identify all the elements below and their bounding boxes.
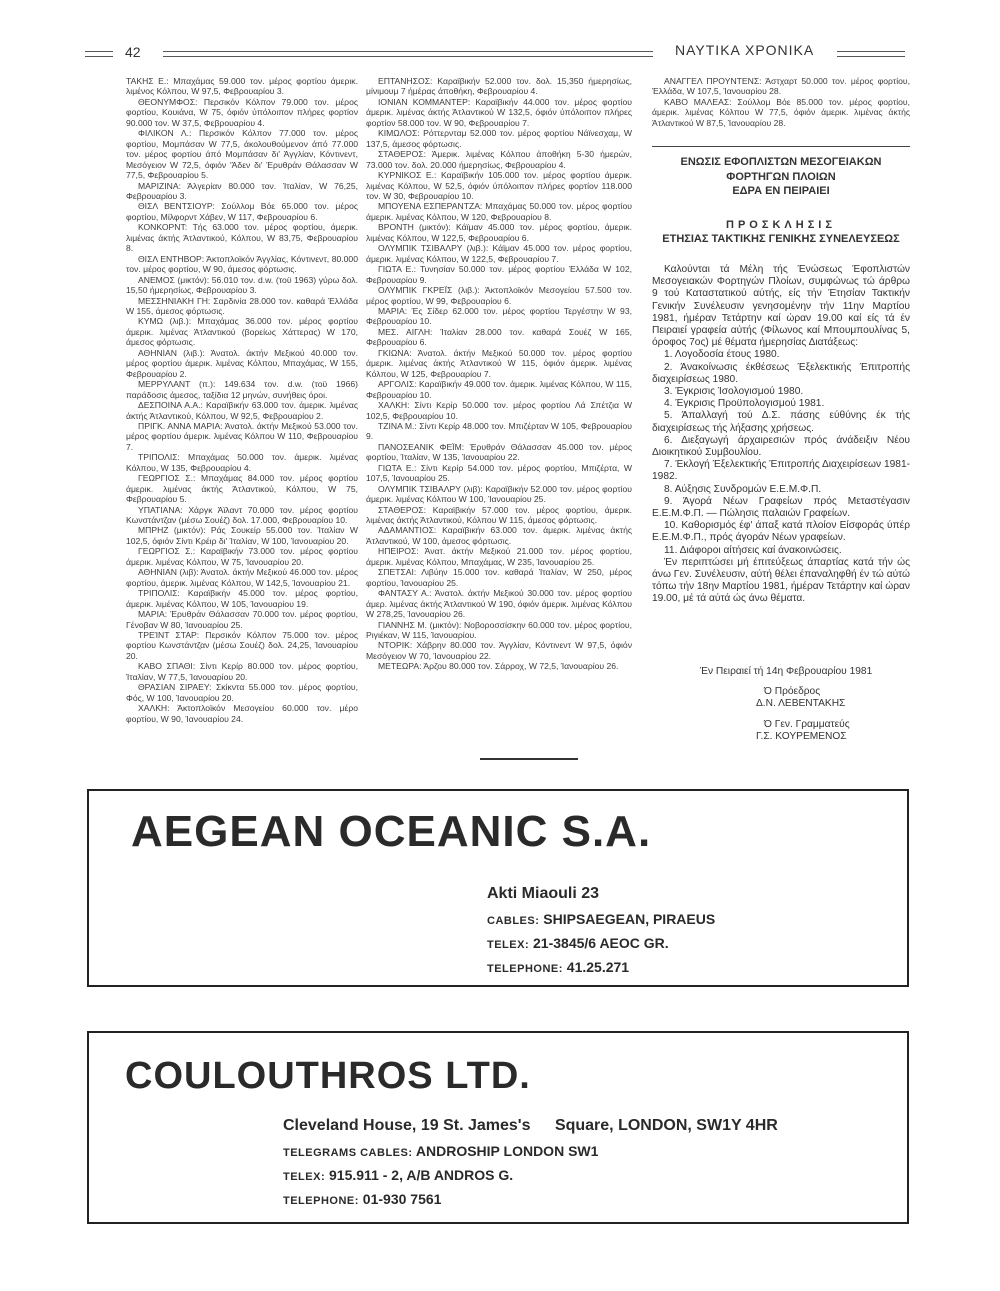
agenda-item: 11. Διάφοροι αίτήσεις καί άνακοινώσεις. — [664, 544, 842, 556]
charter-entry: ΓΙΩΤΑ Ε.: Σίντι Κερίρ 54.000 τον. μέρος φορτίου, Μπιζέρτα, W 107,5, Ίανουαρίου 25. — [366, 462, 632, 484]
charter-entry: ΗΠΕΙΡΟΣ: Άνατ. άκτήν Μεξικού 21.000 τον. μέρος φορτίου, άμερικ. λιμένας Κόλπου, Μπαχάμας, W 235, Ίανουαρίου 25. — [366, 546, 632, 567]
header-rule-middle — [163, 51, 653, 57]
notice-organization — [652, 155, 910, 199]
charter-entry: ΤΑΚΗΣ Ε.: Μπαχάμας 59.000 τον. μέρος φορτίου άμερικ. λιμένος Κόλπου, W 97,5, Φεβρουαρίου 3. — [126, 76, 358, 97]
charter-entry: ΝΤΟΡΙΚ: Χάβρην 80.000 τον. Άγγλίαν, Κόντινεντ W 97,5, όφιόν Μεσόγειον W 70, Ίανουαρίου 22. — [366, 640, 632, 661]
secretary-title: Ό Γεν. Γραμματεύς — [764, 718, 850, 730]
charter-entry: ΘΙΣΛ ΕΝΤΗΒΟΡ: Άκτοπλοϊκόν Άγγλίας, Κόντινεντ, 80.000 τον. μέρος φορτίου, W 90, άμεσος φόρτωσις. — [126, 253, 358, 275]
ad-telegrams — [283, 1143, 598, 1159]
notice-org-line: ΕΔΡΑ ΕΝ ΠΕΙΡΑΙΕΙ — [732, 185, 830, 197]
charter-entry: ΑΡΓΟΛΙΣ: Καραϊβικήν 49.000 τον. άμερικ. λιμένας Κόλπου, W 115, Φεβρουαρίου 10. — [366, 379, 632, 400]
charter-entry: ΣΤΑΘΕΡΟΣ: Καραϊβικήν 57.000 τον. μέρος φορτίου, άμερικ. λιμένας άκτής Άτλαντικού, Κόλπου W 115, άμεσος φόρτωσις. — [366, 504, 632, 526]
president-name: Δ.Ν. ΛΕΒΕΝΤΑΚΗΣ — [756, 698, 846, 710]
charter-entry: ΧΑΛΚΗ: Σίντι Κερίρ 50.000 τον. μέρος φορτίου Λά Σπέτζια W 102,5, Φεβρουαρίου 10. — [366, 400, 632, 421]
charter-entry: ΦΙΛΙΚΟΝ Λ.: Περσικόν Κόλπον 77.000 τον. μέρος φορτίου, Μομπάσαν W 77,5, άκολουθούμενον άπό 77.000 τον. μέρος φορτίου άπό Μομπάσαν δι' Άγγλίαν, Κόντινεντ, Μεσόγειον W 72,5, όφιόν 'Άδεν δι' Έρυθράν Θάλασσαν W 77,5, Φεβρουαρίου 5. — [126, 128, 358, 181]
charter-entry: ΜΑΡΙΑ: Ές Σίδερ 62.000 τον. μέρος φορτίου Τεργέστην W 93, Φεβρουαρίου 10. — [366, 305, 632, 327]
notice-org-line: ΕΝΩΣΙΣ ΕΦΟΠΛΙΣΤΩΝ ΜΕΣΟΓΕΙΑΚΩΝ — [680, 156, 882, 168]
notice-org-line: ΦΟΡΤΗΓΩΝ ΠΛΟΙΩΝ — [726, 170, 836, 183]
charter-entry: ΚΙΜΩΛΟΣ: Ρόττερνταμ 52.000 τον. μέρος φορτίου Νάϊνεσχαμ, W 137,5, άμεσος φόρτωσις. — [366, 128, 632, 149]
charter-entry: ΤΡΕΊΝΤ ΣΤΑΡ: Περσικόν Κόλπον 75.000 τον. μέρος φορτίου Κωνστάντζαν (μέσω Σουέζ) δολ. 24,25, Ίανουαρίου 20. — [126, 630, 358, 661]
ad-telex-value: 915.911 - 2, A/B ANDROS G. — [329, 1167, 514, 1183]
page-header — [85, 38, 905, 62]
ad-address: Akti Miaouli 23 — [487, 885, 600, 902]
advertisement-coulouthros — [87, 1031, 909, 1224]
charter-entry: ΚΥΜΩ (λιβ.): Μπαχάμας 36.000 τον. μέρος φορτίου άμερικ. λιμένας Άτλαντικού (βορείως Χάττερας) W 170, άμεσος φόρτωσις. — [126, 316, 358, 348]
ad-telex — [283, 1167, 513, 1183]
charter-entry: ΜΠΡΗΖ (μικτόν): Ράς Σουκείρ 55.000 τον. Ίταλίαν W 102,5, όφιόν Σίντι Κρέιρ δι' Ίταλίαν, W 100, Ίανουαρίου 20. — [126, 525, 358, 546]
ad-telephone — [283, 1191, 441, 1207]
ad-address-part1: Cleveland House, 19 St. James's — [283, 1117, 531, 1134]
agenda-item: 6. Διεξαγωγή άρχαιρεσιών πρός άνάδειξιν Νέου Διοικητικού Συμβουλίου. — [652, 434, 910, 459]
charter-entry: ΑΔΑΜΑΝΤΙΟΣ: Καραϊβικήν 63.000 τον. άμερικ. λιμένας άκτής Άτλαντικού, W 100, άμεσος φόρτωσις. — [366, 525, 632, 546]
header-rule-left — [85, 51, 113, 57]
notice-title-main: ΠΡΟΣΚΛΗΣΙΣ — [726, 219, 836, 231]
advertisement-aegean-oceanic — [87, 789, 909, 987]
charter-entry: ΟΛΥΜΠΙΚ ΤΣΙΒΑΛΡΥ (λιβ.): Κάϊμαν 45.000 τον. μέρος φορτίου, άμερικ. λιμένας Κόλπου, W 122,5, Φεβρουαρίου 7. — [366, 243, 632, 264]
charter-column-3 — [652, 76, 910, 128]
charter-entry: ΙΟΝΙΑΝ ΚΟΜΜΑΝΤΕΡ: Καραϊβικήν 44.000 τον. μέρος φορτίου άμερικ. λιμένας άκτής Άτλαντικού W 132,5, όφιόν ύπόλοιπον πλήρες φορτίον 58.000 τον. W 90, Φεβρουαρίου 7. — [366, 96, 632, 128]
header-rule-right — [837, 51, 905, 57]
ad-telex-value: 21-3845/6 AEOC GR. — [533, 935, 669, 951]
charter-entry: ΚΥΡΝΙΚΟΣ Ε.: Καραϊβικήν 105.000 τον. μέρος φορτίου άμερικ. λιμένας Κόλπου, W 52,5, όφιόν ύπόλοιπον πλήρες φορτίον 118.000 τον. W 30, Φεβρουαρίου 10. — [366, 170, 632, 201]
ad-address — [283, 1117, 778, 1135]
ad-telephone-label: TELEPHONE: — [487, 963, 563, 975]
ad-cables-value: SHIPSAEGEAN, PIRAEUS — [543, 911, 716, 927]
notice-signatures — [652, 666, 910, 743]
charter-entry: ΣΤΑΘΕΡΟΣ: Άμερικ. λιμένας Κόλπου άποθήκη 5-30 ήμερών, 73.000 τον. δολ. 20.000 ήμερησίως, Φεβρουαρίου 4. — [366, 149, 632, 170]
notice-date: Έν Πειραιεί τή 14η Φεβρουαρίου 1981 — [700, 666, 873, 677]
ad-telephone-value: 01-930 7561 — [362, 1191, 442, 1207]
agenda-item: 2. Άνακοίνωσις έκθέσεως Έξελεκτικής Έπιτροπής διαχειρίσεως 1980. — [652, 361, 910, 385]
charter-entry: ΓΙΑΝΝΗΣ Μ. (μικτόν): Νοβοροσσίσκην 60.000 τον. μέρος φορτίου, Ριγιέκαν, W 115, Ίανουαρίου. — [366, 619, 632, 641]
charter-entry: ΓΕΩΡΓΙΟΣ Σ.: Μπαχάμας 84.000 τον. μέρος φορτίου άμερικ. λιμένας άκτής Άτλαντικού, Κόλπου, W 75, Φεβρουαρίου 5. — [126, 473, 358, 505]
charter-entry: ΕΠΤΑΝΗΣΟΣ: Καραϊβικήν 52.000 τον. δολ. 15,350 ήμερησίως, μίνιμουμ 7 ήμέρας άποθήκη, Φεβρουαρίου 4. — [366, 76, 632, 97]
charter-entry: ΜΕΣΣΗΝΙΑΚΗ ΓΗ: Σαρδινία 28.000 τον. καθαρά Έλλάδα W 155, άμεσος φόρτωσις. — [126, 295, 358, 316]
charter-entry: ΑΝΑΓΓΕΛ ΠΡΟΥΝΤΕΝΣ: Άστχαρτ 50.000 τον. μέρος φορτίου, Έλλάδα, W 107,5, Ίανουαρίου 28. — [652, 76, 910, 97]
publication-title: ΝΑΥΤΙΚΑ ΧΡΟΝΙΚΑ — [675, 42, 815, 58]
ad-telephone — [487, 959, 629, 975]
charter-entry: ΔΕΣΠΟΙΝΑ Α.Α.: Καραϊβικήν 63.000 τον. άμερικ. λιμένας άκτής Άτλαντικού, Κόλπου, W 92,5, Φεβρουαρίου 2. — [126, 400, 358, 421]
agenda-item: 9. Άγορά Νέων Γραφείων πρός Μεταστέγασιν Ε.Ε.Μ.Φ.Π. — Πώλησις παλαιών Γραφείων. — [652, 495, 910, 520]
agenda-item: 4. Έγκρισις Προϋπολογισμού 1981. — [664, 398, 825, 410]
charter-entry: ΚΟΝΚΟΡΝΤ: Τής 63.000 τον. μέρος φορτίου, άμερικ. λιμένας άκτής Άτλαντικού, Κόλπου, W 83,75, Φεβρουαρίου 8. — [126, 222, 358, 254]
notice-intro: Καλούνται τά Μέλη τής Ένώσεως Έφοπλιστών Μεσογειακών Φορτηγών Πλοίων, συμφώνως τώ άρθρω 9 τού Καταστατικού αύτής, είς τήν Έτησίαν Τακτικήν Γενικήν Συνέλευσιν γενησομένην τήν 11ην Μαρτίου 1981, ήμέραν Τετάρτην καί ώραν 19.00 καί είς τά έν Πειραιεί γραφεία αύτής (Φίλωνος καί Μπουμπουλίνας 5, όροφος 7ος) μέ θέματα ήμερησίας Διατάξεως: — [652, 264, 910, 349]
charter-entry: ΓΙΩΤΑ Ε.: Τυνησίαν 50.000 τον. μέρος φορτίου Έλλάδα W 102, Φεβρουαρίου 9. — [366, 264, 632, 285]
ad-company-name: AEGEAN OCEANIC S.A. — [131, 807, 652, 856]
agenda-item: 7. Έκλογή Έξελεκτικής Έπιτροπής Διαχειρίσεων 1981-1982. — [652, 459, 910, 483]
ad-telegrams-label: TELEGRAMS CABLES: — [283, 1147, 413, 1159]
charter-entry: ΑΝΕΜΟΣ (μικτόν): 56.010 τον. d.w. (τοϋ 1963) γύρω δολ. 15,50 ήμερησίως, Φεβρουαρίου 3. — [126, 274, 358, 296]
charter-entry: ΘΡΑΣΙΑΝ ΣΙΡΑΕΥ: Σκίκντα 55.000 τον. μέρος φορτίου, Φός, W 100, Ίανουαρίου 20. — [126, 682, 358, 703]
agenda-item: 8. Αύξησις Συνδρομών Ε.Ε.Μ.Φ.Π. — [664, 483, 822, 495]
notice-closing: Έν περιπτώσει μή έπιτεύξεως άπαρτίας κατά τήν ώς άνω Γεν. Συνέλευσιν, αύτή θέλει έπαναληφθή έν τώ αύτώ τόπω τήν 18ην Μαρτίου 1981, ήμέραν Τετάρτην καί ώραν 19.00, μέ τά αύτά ώς άνω θέματα. — [652, 556, 910, 605]
charter-entry: ΟΛΥΜΠΙΚ ΤΣΙΒΑΛΡΥ (λιβ): Καραϊβικήν 52.000 τον. μέρος φορτίου άμερικ. λιμένας Κόλπου W 100, Ίανουαρίου 25. — [366, 483, 632, 505]
charter-entry: ΤΖΙΝΑ Μ.: Σίντι Κερίρ 48.000 τον. Μπιζέρταν W 105, Φεβρουαρίου 9. — [366, 420, 632, 442]
notice-divider-top — [652, 146, 910, 147]
agenda-item: 5. Άπαλλαγή τού Δ.Σ. πάσης εύθύνης έκ τής διαχειρίσεως τής λήξασης χρήσεως. — [652, 410, 910, 434]
agenda-item: 10. Καθορισμός έφ' άπαξ κατά πλοίον Είσφοράς ύπέρ Ε.Ε.Μ.Φ.Π., πρός άγοράν Νέων γραφείων. — [652, 520, 910, 544]
notice-body — [652, 264, 910, 606]
charter-entry: ΤΡΙΠΟΛΙΣ: Καραϊβικήν 45.000 τον. μέρος φορτίου, άμερικ. λιμένας Κόλπου, W 105, Ίανουαρίου 19. — [126, 588, 358, 609]
charter-entry: ΜΑΡΙΖΙΝΑ: Άλγερίαν 80.000 τον. Ίταλίαν, W 76,25, Φεβρουαρίου 3. — [126, 180, 358, 201]
charter-entry: ΜΕΤΕΩΡΑ: Άρζου 80.000 τον. Σάρροχ, W 72,5, Ίανουαρίου 26. — [378, 661, 619, 672]
charter-entry: ΑΘΗΝΙΑΝ (λιβ.): Άνατολ. άκτήν Μεξικού 40.000 τον. μέρος φορτίου άμερικ. λιμένας Κόλπου, Μπαχάμας, W 155, Φεβρουαρίου 2. — [126, 347, 358, 379]
charter-entry: ΑΘΗΝΙΑΝ (λιβ): Άνατολ. άκτήν Μεξικού 46.000 τον. μέρος φορτίου, άμερικ. λιμένας Κόλπου, W 142,5, Ίανουαρίου 21. — [126, 567, 358, 588]
charter-entry: ΘΕΟΝΥΜΦΟΣ: Περσικόν Κόλπον 79.000 τον. μέρος φορτίου, Κουιάνα, W 75, όφιόν ύπόλοιπον πλήρες φορτίον 90.000 τον. W 37,5, Φεβρουαρίου 4. — [126, 96, 358, 128]
ad-telephone-label: TELEPHONE: — [283, 1195, 359, 1207]
charter-column-2 — [366, 76, 632, 672]
ad-telex-label: TELEX: — [487, 939, 530, 951]
charter-entry: ΦΑΝΤΑΣΥ Α.: Άνατολ. άκτήν Μεξικού 30.000 τον. μέρος φορτίου άμερ. λιμένας άκτής Άτλαντικού W 190, όφιόν άμερικ. λιμένας Κόλπου W 278,25, Ίανουαρίου 26. — [366, 588, 632, 620]
ad-company-name: COULOUTHROS LTD. — [125, 1055, 531, 1097]
ad-cables-label: CABLES: — [487, 915, 540, 927]
charter-entry: ΓΚΙΩΝΑ: Άνατολ. άκτήν Μεξικού 50.000 τον. μέρος φορτίου άμερικ. λιμένας άκτής Άτλαντικού W 115, όφιόν άμερικ. λιμένας Κόλπου, W 125, Φεβρουαρίου 7. — [366, 347, 632, 379]
agenda-item: 1. Λογοδοσία έτους 1980. — [664, 349, 780, 361]
ad-cables — [487, 911, 715, 927]
charter-entry: ΚΑΒΟ ΣΠΑΘΙ: Σίντι Κερίρ 80.000 τον. μέρος φορτίου, Ίταλίαν, W 77,5, Ίανουαρίου 20. — [126, 661, 358, 682]
ad-telegrams-value: ANDROSHIP LONDON SW1 — [415, 1143, 599, 1159]
ad-telephone-value: 41.25.271 — [566, 959, 630, 975]
president-title: Ό Πρόεδρος — [764, 686, 821, 698]
charter-entry: ΣΠΕΤΣΑΙ: Λιβύην 15.000 τον. καθαρά Ίταλίαν, W 250, μέρος φορτίου, Ίανουαρίου 25. — [366, 567, 632, 588]
charter-entry: ΥΠΑΤΙΑΝΑ: Χάργκ Άϊλαντ 70.000 τον. μέρος φορτίου Κωνστάντζαν (μέσω Σουέζ) δολ. 17.000, Φεβρουαρίου 10. — [126, 504, 358, 526]
column-end-rule — [480, 758, 578, 760]
charter-entry: ΚΑΒΟ ΜΑΛΕΑΣ: Σούλλομ Βόε 85.000 τον. μέρος φορτίου, άμερικ. λιμένας Κόλπου W 77,5, όφιόν άμερικ. λιμένας άκτής Άτλαντικού W 87,5, Ίανουαρίου 28. — [652, 96, 910, 128]
charter-entry: ΘΙΣΛ ΒΕΝΤΣΙΟΥΡ: Σούλλομ Βόε 65.000 τον. μέρος φορτίου, Μίλφορντ Χάβεν, W 117, Φεβρουαρίου 6. — [126, 201, 358, 222]
charter-entry: ΜΑΡΙΑ: Έρυθράν Θάλασσαν 70.000 τον. μέρος φορτίου, Γένοβαν W 80, Ίανουαρίου 25. — [126, 609, 358, 630]
charter-entry: ΜΕΣ. ΑΙΓΛΗ: Ίταλίαν 28.000 τον. καθαρά Σουέζ W 165, Φεβρουαρίου 6. — [366, 326, 632, 348]
ad-telex-label: TELEX: — [283, 1171, 326, 1183]
charter-entry: ΠΑΝΟΣΕΑΝΙΚ ΦΕΪΜ: Έρυθράν Θάλασσαν 45.000 τον. μέρος φορτίου, Ίταλίαν, W 135, Ίανουαρίου 22. — [366, 441, 632, 463]
charter-entry: ΜΕΡΡΥΛΑΝΤ (π.): 149.634 τον. d.w. (τοϋ 1966) παράδοσις άμεσος, ταξίδια 12 μηνών, συνήθεις όροι. — [126, 379, 358, 400]
notice-title — [652, 218, 910, 246]
secretary-name: Γ.Σ. ΚΟΥΡΕΜΕΝΟΣ — [756, 730, 847, 742]
charter-column-1 — [126, 76, 358, 724]
charter-entry: ΧΑΛΚΗ: Άκτοπλοϊκόν Μεσογείου 60.000 τον. μέρο φορτίου, W 90, Ίανουαρίου 24. — [126, 703, 358, 724]
agenda-item: 3. Έγκρισις Ίσολογισμού 1980. — [664, 386, 804, 398]
charter-entry: ΠΡΙΓΚ. ΑΝΝΑ ΜΑΡΙΑ: Άνατολ. άκτήν Μεξικού 53.000 τον. μέρος φορτίου άμερικ. λιμένας Κόλπου W 110, Φεβρουαρίου 7. — [126, 420, 358, 452]
ad-address-part2: Square, LONDON, SW1Y 4HR — [554, 1117, 778, 1134]
notice-title-sub: ΕΤΗΣΙΑΣ ΤΑΚΤΙΚΗΣ ΓΕΝΙΚΗΣ ΣΥΝΕΛΕΥΣΕΩΣ — [662, 233, 900, 245]
charter-entry: ΤΡΙΠΟΛΙΣ: Μπαχάμας 50.000 τον. άμερικ. λιμένας Κόλπου, W 135, Φεβρουαρίου 4. — [126, 452, 358, 473]
charter-entry: ΓΕΩΡΓΙΟΣ Σ.: Καραϊβικήν 73.000 τον. μέρος φορτίου άμερικ. λιμένας Κόλπου, W 75, Ίανουαρίου 20. — [126, 546, 358, 567]
charter-entry: ΟΛΥΜΠΙΚ ΓΚΡΕΪΣ (λιβ.): Άκτοπλοϊκόν Μεσογείου 57.500 τον. μέρος φορτίου, W 99, Φεβρουαρίου 6. — [366, 285, 632, 306]
page-number: 42 — [125, 44, 141, 60]
charter-entry: ΜΠΟΥΕΝΑ ΕΣΠΕΡΑΝΤΖΑ: Μπαχάμας 50.000 τον. μέρος φορτίου άμερικ. λιμένας Κόλπου, W 120, Φεβρουαρίου 8. — [366, 201, 632, 222]
charter-entry: ΒΡΟΝΤΗ (μικτόν): Κάϊμαν 45.000 τον. μέρος φορτίου, άμερικ. λιμένας Κόλπου, W 122,5, Φεβρουαρίου 6. — [366, 222, 632, 243]
ad-telex — [487, 935, 669, 951]
